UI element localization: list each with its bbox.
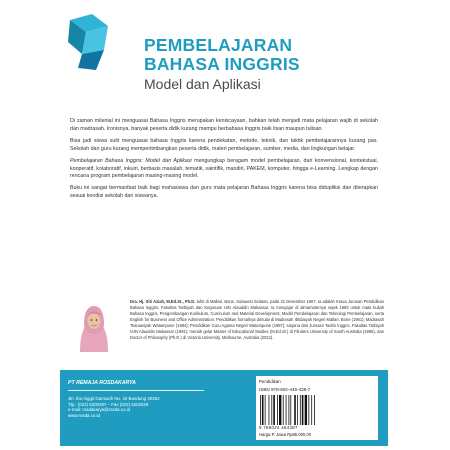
- barcode-bar: [305, 395, 307, 425]
- barcode-bar: [308, 395, 309, 425]
- synopsis-paragraph-4: Buku ini sangat bermanfaat baik bagi mahasiswa dan guru mata pelajaran Bahasa Inggris karena bisa didupliksi dan diterapkan sesuai kondisi sekolah dan siswanya.: [70, 185, 378, 200]
- synopsis-paragraph-3-text: mengungkap beragam model pembelajaran, dari konvensional, kontekstual, kooperatif, kolaboratif, inkuiri, berbasis masalah, tematik, saintifik, mandiri, PAKEM, komputer, hingga e-Learning. Lengkap dengan rencana program pembelajaran masing-masing model.: [70, 157, 378, 180]
- book-price: Harga P. Jawa Rp85.000,00: [259, 432, 312, 437]
- synopsis: [70, 118, 378, 205]
- book-title-italic: Pembelajaran Bahasa Inggris: Model dan Aplikasi: [70, 157, 192, 164]
- synopsis-paragraph-3: [70, 158, 378, 182]
- author-bio-text: lahir di Mallari, Bone, Sulawesi Selatan, pada 31 Desember 1967. Ia adalah Ketua Jurusan Pendidikan Bahasa Inggris, Fakultas Tarbiyah dan Keguruan UIN Alauddin Makassar. Ia mengajar di almamaternya sejak 1993 untuk mata kuliah Bahasa Inggris, Pengembangan Kurikulum, Curriculum and Material Development, Model Pembelajaran dan Teknologi Pembelajaran, serta English for Business and Office Administration. Pendidikan formalnya dimulai di Madrasah Ibtidaiyah Negeri Mallari, Bone (1981); Madrasah Tsanawiyah Watampone (1984); Pendidikan Guru Agama Negeri Watampone (1987); sarjana dari Jurusan Tadris Inggris, Fakultas Tarbiyah IAIN Alauddin Makassar (1991); meraih gelar Master of Educational Studies (M.Ed.St.) di Flinders University of South Australia (1996), dan Doctor of Philosophy (Ph.D.) di Victoria University, Melbourne, Australia (2012).: [130, 299, 385, 340]
- publisher-contact: [68, 396, 160, 418]
- book-subtitle: Model dan Aplikasi: [144, 76, 261, 92]
- synopsis-paragraph-2: Bisa jadi siswa sulit menguasai bahasa Inggris karena pendekatan, metode, teknik, dan taktik pembelajarannya kurang pas. Sekolah dan guru kurang mempertimbangkan peserta didik, materi pembelajaran, sumber, media, dan lingkungan belajar.: [70, 137, 378, 152]
- barcode-bar: [277, 395, 278, 425]
- publisher-email: e-mail: rosdakarya@rosda.co.id: [68, 407, 131, 413]
- barcode-bar: [294, 395, 296, 425]
- book-title: [144, 36, 374, 74]
- title-line-1: PEMBELAJARAN: [144, 35, 293, 55]
- barcode-bar: [302, 395, 304, 425]
- barcode-bar: [265, 395, 266, 425]
- book-back-cover: [60, 6, 388, 446]
- author-photo: [74, 300, 114, 352]
- author-name: Dra. Hj. Siti Aziah, M.Ed.St., Ph.D.: [130, 299, 196, 304]
- barcode-bar: [314, 395, 315, 425]
- barcode-bar: [283, 395, 284, 425]
- barcode-digits: 9 786024 464387: [259, 425, 298, 430]
- barcode-bar: [262, 395, 264, 425]
- barcode-bar: [297, 395, 298, 425]
- barcode-bar: [271, 395, 272, 425]
- isbn-number: ISBN 978-602-446-438-7: [259, 387, 311, 392]
- barcode-bar: [290, 395, 291, 425]
- barcode-bar: [289, 395, 290, 425]
- barcode-bar: [300, 395, 301, 425]
- publisher-logo-icon: [66, 12, 118, 74]
- barcode-bars-icon: [259, 395, 339, 425]
- barcode-bar: [273, 395, 275, 425]
- isbn-barcode-box: [256, 376, 378, 440]
- book-category: Pendidikan: [259, 379, 281, 384]
- publisher-divider: [68, 390, 204, 391]
- title-line-2: BAHASA INGGRIS: [144, 54, 300, 74]
- barcode-bar: [269, 395, 270, 425]
- publisher-address: Jln. Ibu Inggit Garnasih No. 40 Bandung 40252: [68, 396, 160, 401]
- publisher-footer: [60, 370, 388, 446]
- barcode-bar: [279, 395, 281, 425]
- publisher-name: PT REMAJA ROSDAKARYA: [68, 380, 136, 386]
- author-bio: [130, 299, 384, 341]
- publisher-website: www.rosda.co.id: [68, 412, 100, 418]
- barcode-bar: [311, 395, 312, 425]
- publisher-phone: Tlp.: (022) 5200287 – Fax (022) 5202529: [68, 401, 149, 407]
- barcode-bar: [260, 395, 261, 425]
- synopsis-paragraph-1: Di zaman milenial ini menguasai Bahasa Inggris merupakan keniscayaan, bahkan telah menjadi mata pelajaran wajib di sekolah dan madrasah. Ironisnya, banyak peserta didik kurang mampu berbahasa Inggris baik lisan maupun tulisan.: [70, 118, 378, 132]
- barcode-bar: [286, 395, 287, 425]
